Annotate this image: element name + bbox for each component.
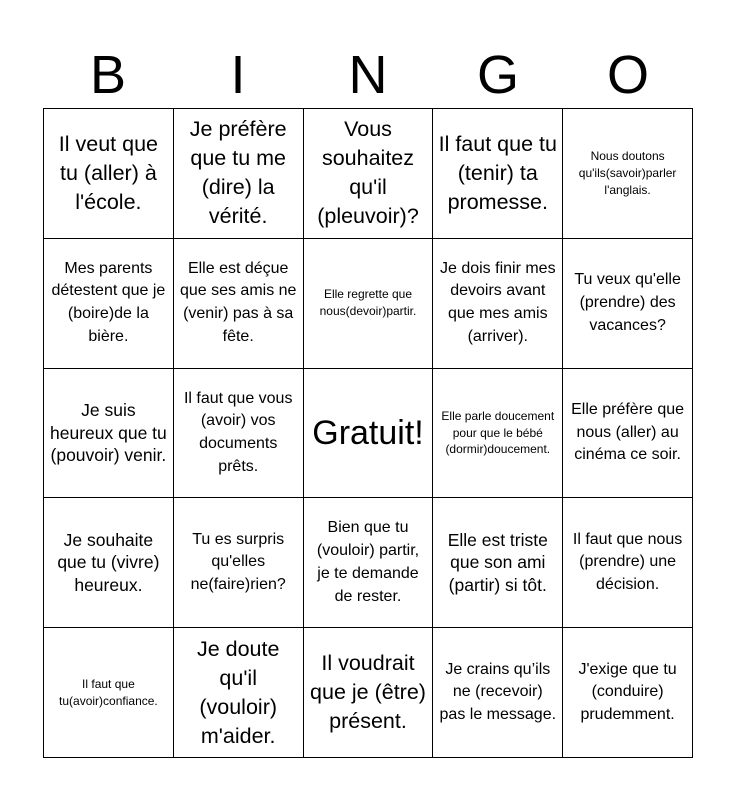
cell-text: Il faut que tu(avoir)confiance. bbox=[59, 676, 158, 708]
cell-text: Je dois finir mes devoirs avant que mes amis (arriver). bbox=[439, 259, 556, 345]
bingo-cell bbox=[174, 369, 304, 499]
bingo-header bbox=[43, 42, 693, 108]
free-space bbox=[304, 369, 434, 499]
bingo-cell bbox=[433, 369, 563, 499]
bingo-cell bbox=[304, 109, 434, 239]
bingo-cell bbox=[304, 239, 434, 369]
free-space-text: Gratuit! bbox=[312, 413, 424, 452]
header-letter-b: B bbox=[89, 45, 127, 105]
bingo-cell bbox=[44, 239, 174, 369]
cell-text: Elle est triste que son ami (partir) si tôt. bbox=[447, 529, 548, 596]
bingo-cell bbox=[304, 498, 434, 628]
bingo-cell bbox=[44, 628, 174, 758]
header-letter-n: N bbox=[348, 45, 388, 105]
bingo-cell bbox=[44, 369, 174, 499]
bingo-card bbox=[43, 108, 693, 758]
cell-text: Tu veux qu'elle (prendre) des vacances? bbox=[574, 271, 681, 334]
cell-text: Elle est déçue que ses amis ne (venir) pas à sa fête. bbox=[179, 259, 297, 345]
bingo-cell bbox=[174, 109, 304, 239]
cell-text: Bien que tu (vouloir) partir, je te demande de rester. bbox=[316, 519, 420, 605]
bingo-cell bbox=[174, 498, 304, 628]
cell-text: J'exige que tu (conduire) prudemment. bbox=[578, 660, 677, 723]
bingo-cell bbox=[433, 239, 563, 369]
cell-text: Il voudrait que je (être) présent. bbox=[310, 651, 426, 734]
cell-text: Elle regrette que nous(devoir)partir. bbox=[319, 287, 417, 319]
cell-text: Je suis heureux que tu (pouvoir) venir. bbox=[50, 399, 167, 466]
bingo-cell bbox=[174, 628, 304, 758]
header-letter-i: I bbox=[230, 45, 246, 105]
bingo-cell bbox=[563, 239, 693, 369]
bingo-cell bbox=[44, 498, 174, 628]
cell-text: Il faut que tu (tenir) ta promesse. bbox=[438, 131, 557, 214]
bingo-cell bbox=[174, 239, 304, 369]
cell-text: Nous doutons qu'ils(savoir)parler l'anglais. bbox=[578, 149, 677, 197]
cell-text: Vous souhaitez qu'il (pleuvoir)? bbox=[317, 117, 419, 229]
cell-text: Elle préfère que nous (aller) au cinéma ce soir. bbox=[571, 400, 685, 464]
bingo-cell bbox=[563, 628, 693, 758]
cell-text: Il faut que nous (prendre) une décision. bbox=[572, 530, 683, 594]
bingo-cell bbox=[433, 498, 563, 628]
cell-text: Mes parents détestent que je (boire)de la bière. bbox=[51, 259, 166, 345]
cell-text: Elle parle doucement pour que le bébé (dormir)doucement. bbox=[441, 408, 555, 457]
bingo-cell bbox=[433, 109, 563, 239]
bingo-cell bbox=[433, 628, 563, 758]
header-letter-g: G bbox=[476, 45, 519, 105]
cell-text: Tu es surpris qu'elles ne(faire)rien? bbox=[190, 530, 286, 594]
bingo-cell bbox=[304, 628, 434, 758]
cell-text: Je crains qu’ils ne (recevoir) pas le message. bbox=[439, 660, 557, 723]
header-letter-o: O bbox=[606, 45, 649, 105]
cell-text: Je préfère que tu me (dire) la vérité. bbox=[189, 117, 287, 229]
bingo-cell bbox=[563, 369, 693, 499]
cell-text: Je doute qu'il (vouloir) m'aider. bbox=[196, 636, 280, 748]
cell-text: Il veut que tu (aller) à l'école. bbox=[58, 131, 158, 214]
bingo-cell bbox=[44, 109, 174, 239]
bingo-cell bbox=[563, 109, 693, 239]
cell-text: Il faut que vous (avoir) vos documents prêts. bbox=[183, 389, 293, 475]
bingo-cell bbox=[563, 498, 693, 628]
cell-text: Je souhaite que tu (vivre) heureux. bbox=[57, 529, 160, 596]
